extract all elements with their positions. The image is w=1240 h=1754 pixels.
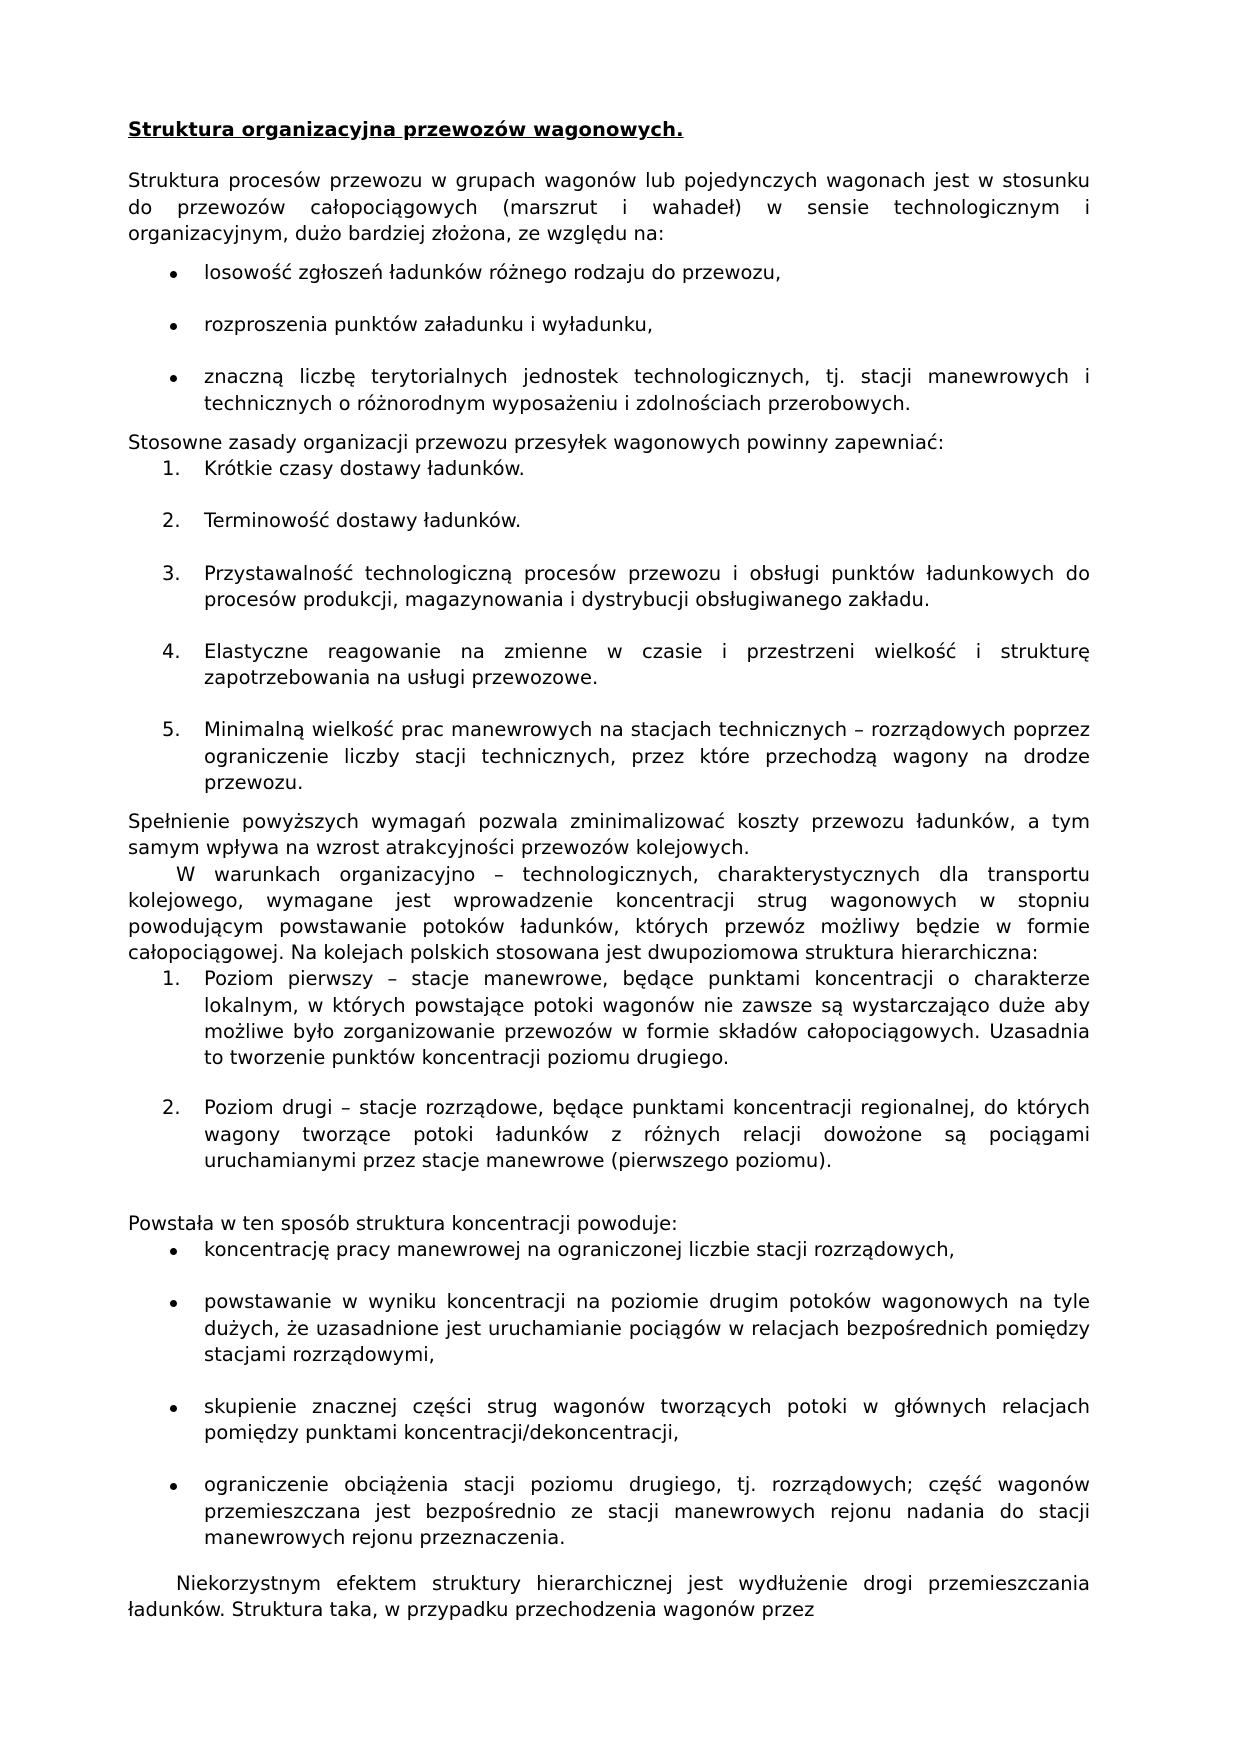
conditions-paragraph: W warunkach organizacyjno – technologicznych, charakterystycznych dla transportu kolejowego, wymagane jest wprowadzenie koncentracji strug wagonowych w stopniu powodującym powstawanie potoków ładunków, których przewóz możliwy będzie w formie całopociągowej. Na kolejach polskich stosowana jest dwupoziomowa struktura hierarchiczna: [128,862,1090,965]
list-item: Krótkie czasy dostawy ładunków. [204,457,525,481]
spacer [128,1551,1090,1571]
fulfillment-paragraph: Spełnienie powyższych wymagań pozwala zminimalizować koszty przewozu ładunków, a tym samym wpływa na wzrost atrakcyjności przewozów kolejowych. [128,810,1090,860]
list-item: powstawanie w wyniku koncentracji na poziomie drugim potoków wagonowych na tyle dużych, że uzasadnione jest uruchamianie pociągów w relacjach bezpośrednich pomiędzy stacjami rozrządowymi, [128,1289,1090,1368]
intro-paragraph: Struktura procesów przewozu w grupach wagonów lub pojedynczych wagonach jest w stosunku do przewozów całopociągowych (marszrut i wahadeł) w sensie technologicznym i organizacyjnym, dużo bardziej złożona, ze względu na: [128,169,1090,245]
reasons-bullet-list [128,260,1090,417]
list-item: znaczną liczbę terytorialnych jednostek technologicznych, tj. stacji manewrowych i technicznych o różnorodnym wyposażeniu i zdolnościach przerobowych. [128,364,1090,416]
closing-paragraph: Niekorzystnym efektem struktury hierarchicznej jest wydłużenie drogi przemieszczania ładunków. Struktura taka, w przypadku przechodzenia wagonów przez [128,1572,1090,1622]
list-item: losowość zgłoszeń ładunków różnego rodzaju do przewozu, [128,260,1090,286]
list-item: Elastyczne reagowanie na zmienne w czasie i przestrzeni wielkość i strukturę zapotrzebowania na usługi przewozowe. [204,640,1090,690]
page-title: Struktura organizacyjna przewozów wagonowych. [128,118,684,141]
principles-numbered-list [128,456,1090,796]
spacer [128,796,1090,809]
effects-bullet-list [128,1237,1090,1551]
spacer [128,247,1090,260]
spacer [128,417,1090,430]
document-body [128,118,1090,1624]
list-item: rozproszenia punktów załadunku i wyładunku, [128,312,1090,338]
list-item: Minimalną wielkość prac manewrowych na stacjach technicznych – rozrządowych poprzez ograniczenie liczby stacji technicznych, przez które przechodzą wagony na drodze przewozu. [204,718,1090,794]
levels-numbered-list [128,966,1090,1174]
list-item: Poziom pierwszy – stacje manewrowe, będące punktami koncentracji o charakterze lokalnym, w których powstające potoki wagonów nie zawsze są wystarczająco duże aby możliwe było zorganizowanie przewozów w formie składów całopociągowych. Uzasadnia to tworzenie punktów koncentracji poziomu drugiego. [204,967,1090,1070]
list-item: Poziom drugi – stacje rozrządowe, będące punktami koncentracji regionalnej, do których wagony tworzące potoki ładunków z różnych relacji dowożone są pociągami uruchamianymi przez stacje manewrowe (pierwszego poziomu). [204,1096,1090,1172]
spacer [128,1198,1090,1211]
list-item: koncentrację pracy manewrowej na ograniczonej liczbie stacji rozrządowych, [128,1237,1090,1263]
list-item: ograniczenie obciążenia stacji poziomu drugiego, tj. rozrządowych; część wagonów przemieszczana jest bezpośrednio ze stacji manewrowych rejonu nadania do stacji manewrowych rejonu przeznaczenia. [128,1472,1090,1551]
principles-lead: Stosowne zasady organizacji przewozu przesyłek wagonowych powinny zapewniać: [128,430,945,454]
list-item: Terminowość dostawy ładunków. [204,509,522,533]
list-item: skupienie znacznej części strug wagonów tworzących potoki w głównych relacjach pomiędzy punktami koncentracji/dekoncentracji, [128,1394,1090,1446]
structure-lead: Powstała w ten sposób struktura koncentracji powoduje: [128,1211,678,1235]
list-item: Przystawalność technologiczną procesów przewozu i obsługi punktów ładunkowych do procesów produkcji, magazynowania i dystrybucji obsługiwanego zakładu. [204,561,1090,611]
